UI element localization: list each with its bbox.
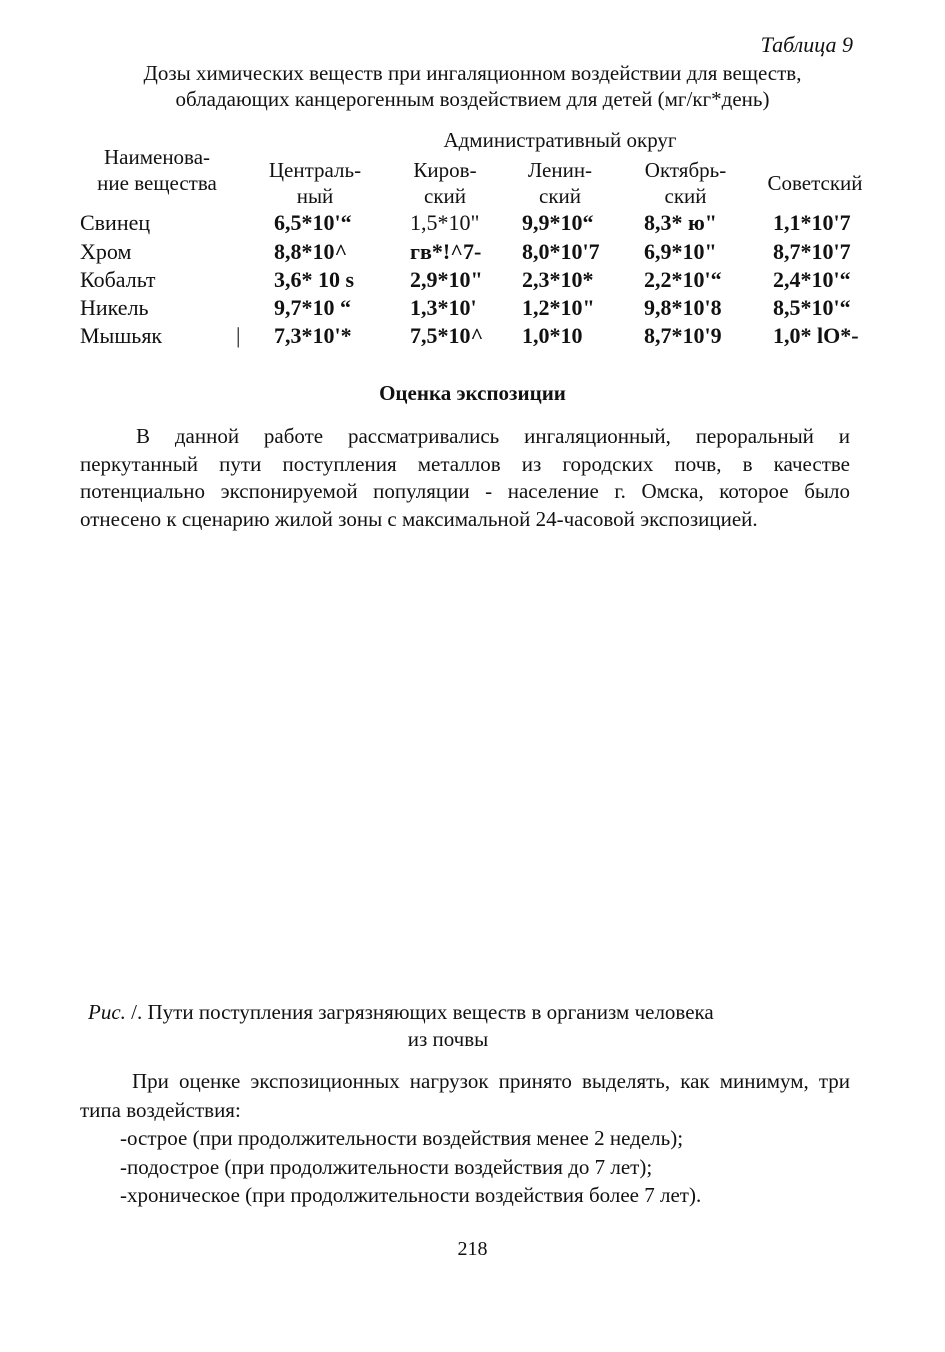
cell-value: 1,0*10 [522,323,583,348]
header-line: ный [296,184,334,208]
paragraph-text: В данной работе рассматривались ингаляционный, пероральный и перкутанный пути поступления металлов из городских почв, в качестве потенциально экспонируемой популяции - население г. Омска, которое было отнесено к сценарию жилой зоны с максимальной 24-часовой экспозицией. [80,424,850,531]
section-title: Оценка экспозиции [379,381,566,405]
header-sovetsky [745,170,885,196]
table-row [0,295,945,323]
cell-value: 9,7*10 “ [274,295,351,320]
header-line: ние вещества [97,171,217,195]
figure-caption-text: Пути поступления загрязняющих веществ в организм человека [142,1000,714,1024]
figure-label: Рис. [88,1000,126,1024]
table-caption-line-2: обладающих канцерогенным воздействием для детей (мг/кг*день) [175,87,770,111]
table-caption-line-1: Дозы химических веществ при ингаляционном воздействии для веществ, [143,61,802,85]
header-line: Киров- [413,158,477,182]
header-line: Ленин- [527,158,593,182]
figure-caption [88,999,848,1053]
table-row [0,239,945,267]
cell-value: 2,2*10'“ [644,267,722,292]
cell-value: 2,9*10" [410,267,483,292]
list-item: -острое (при продолжительности воздействия менее 2 недель); [120,1126,684,1150]
cell-value: 9,9*10“ [522,210,594,235]
cell-value: 8,8*10^ [274,239,348,264]
cell-value: 2,4*10'“ [773,267,851,292]
figure-caption-line-1 [88,999,848,1026]
body-paragraph [80,423,850,533]
header-leninsky [495,157,625,209]
page-number: 218 [457,1238,488,1260]
table-row [0,323,945,351]
header-line: Наименова- [103,145,211,169]
cell-value: 1,5*10" [410,210,480,235]
figure-caption-line-2: из почвы [407,1027,489,1051]
column-group-header: Административный округ [443,128,677,152]
header-oktyabrsky [618,157,753,209]
header-line: Октябрь- [644,158,727,182]
cell-value: 1,1*10'7 [773,210,851,235]
cell-value: гв*!^7- [410,239,482,264]
header-line: ский [424,184,466,208]
cell-value: 1,3*10' [410,295,477,320]
header-line: Централь- [268,158,362,182]
table-label: Таблица 9 [760,32,853,57]
cell-value: 6,9*10" [644,239,717,264]
header-line: ский [539,184,581,208]
column-divider-mark: | [236,323,241,348]
header-line: ский [664,184,707,208]
figure-number: /. [125,1000,143,1024]
row-substance: Кобальт [80,267,156,292]
cell-value: 1,0* lO*- [773,323,859,348]
body-paragraph [80,1067,850,1210]
cell-value: 8,0*10'7 [522,239,600,264]
cell-value: 7,3*10'* [274,323,352,348]
cell-value: 8,3* ю" [644,210,718,235]
cell-value: 9,8*10'8 [644,295,722,320]
row-substance: Мышьяк [80,323,163,348]
header-kirovsky [380,157,510,209]
cell-value: 2,3*10* [522,267,594,292]
cell-value: 8,7*10'7 [773,239,851,264]
paragraph-text: При оценке экспозиционных нагрузок принято выделять, как минимум, три типа воздействия: [80,1069,850,1122]
table-row [0,210,945,238]
cell-value: 8,7*10'9 [644,323,722,348]
cell-value: 8,5*10'“ [773,295,851,320]
row-substance: Никель [80,295,149,320]
row-substance: Хром [80,239,132,264]
list-item: -хроническое (при продолжительности воздействия более 7 лет). [120,1183,702,1207]
header-central [245,157,385,209]
cell-value: 3,6* 10 s [274,267,355,292]
row-substance: Свинец [80,210,151,235]
header-substance-name [72,144,242,196]
cell-value: 6,5*10'“ [274,210,352,235]
header-line: Советский [767,171,863,195]
table-row [0,267,945,295]
cell-value: 7,5*10^ [410,323,484,348]
list-item: -подострое (при продолжительности воздействия до 7 лет); [120,1154,653,1179]
cell-value: 1,2*10" [522,295,595,320]
